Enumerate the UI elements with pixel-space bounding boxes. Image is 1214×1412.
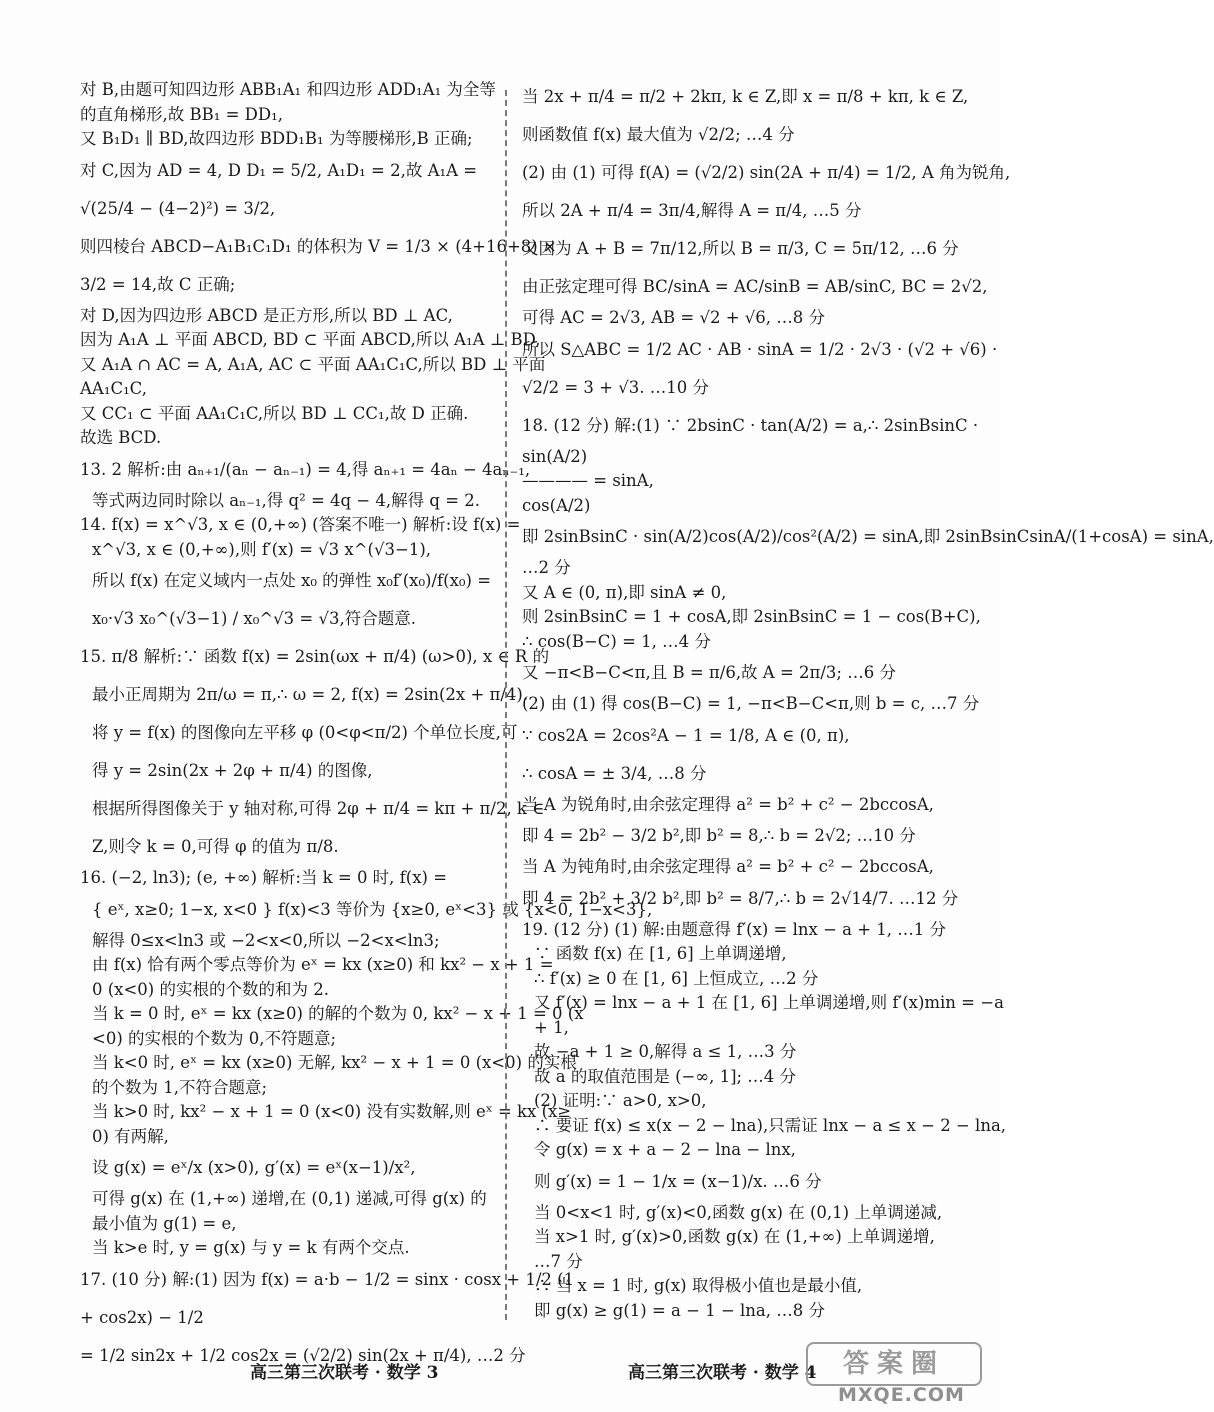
- text-line: 13. 2 解析:由 aₙ₊₁/(aₙ − aₙ₋₁) = 4,得 aₙ₊₁ = 4aₙ − 4aₙ₋₁,: [80, 459, 531, 479]
- text-line: 对 C,因为 AD = 4, D D₁ = 5/2, A₁D₁ = 2,故 A₁A =: [80, 160, 478, 180]
- text-line: + 1,: [534, 1017, 569, 1037]
- text-line: …2 分: [522, 558, 571, 577]
- page-footer-right: 高三第三次联考 · 数学 4: [628, 1363, 817, 1383]
- text-line: 将 y = f(x) 的图像向左平移 φ (0<φ<π/2) 个单位长度,可: [92, 723, 518, 742]
- right-column: [522, 78, 1214, 1323]
- text-line: 当 x>1 时, g′(x)>0,函数 g(x) 在 (1,+∞) 上单调递增,: [534, 1227, 935, 1246]
- text-line: 当 k = 0 时, eˣ = kx (x≥0) 的解的个数为 0, kx² − x + 1 = 0 (x: [92, 1004, 584, 1023]
- page-footer-left: 高三第三次联考 · 数学 3: [250, 1363, 439, 1383]
- text-line: Z,则令 k = 0,可得 φ 的值为 π/8.: [92, 837, 339, 856]
- text-line: 最小值为 g(1) = e,: [92, 1213, 237, 1233]
- text-line: 15. π/8 解析:∵ 函数 f(x) = 2sin(ωx + π/4) (ω>0), x ∈ R 的: [80, 647, 550, 666]
- text-line: 根据所得图像关于 y 轴对称,可得 2φ + π/4 = kπ + π/2, k ∈: [92, 799, 545, 818]
- text-line: 解得 0≤x<ln3 或 −2<x<0,所以 −2<x<ln3;: [92, 930, 440, 950]
- text-line: 即 2sinBsinC · sin(A/2)cos(A/2)/cos²(A/2) = sinA,即 2sinBsinCsinA/(1+cosA) = sinA,: [522, 527, 1214, 546]
- text-line: { eˣ, x≥0; 1−x, x<0 } f(x)<3 等价为 {x≥0, eˣ<3} 或 {x<0, 1−x<3},: [92, 899, 653, 919]
- watermark-badge: 答案圈: [806, 1342, 982, 1386]
- text-line: 最小正周期为 2π/ω = π,∴ ω = 2, f(x) = 2sin(2x + π/4).: [92, 685, 529, 704]
- text-line: …7 分: [534, 1251, 583, 1271]
- text-line: √2/2 = 3 + √3. …10 分: [522, 377, 709, 397]
- text-line: 又因为 A + B = 7π/12,所以 B = π/3, C = 5π/12, …6 分: [522, 239, 959, 258]
- text-line: 所以 S△ABC = 1/2 AC · AB · sinA = 1/2 · 2√3 · (√2 + √6) ·: [522, 339, 998, 359]
- text-line: 即 4 = 2b² − 3/2 b²,即 b² = 8,∴ b = 2√2; …10 分: [522, 826, 916, 845]
- text-line: (2) 由 (1) 可得 f(A) = (√2/2) sin(2A + π/4) = 1/2, A 角为锐角,: [522, 163, 1011, 182]
- text-line: ∴ f′(x) ≥ 0 在 [1, 6] 上恒成立, …2 分: [534, 968, 819, 988]
- text-line: 令 g(x) = x + a − 2 − lna − lnx,: [534, 1140, 796, 1159]
- text-line: 所以 f(x) 在定义域内一点处 x₀ 的弹性 x₀f′(x₀)/f(x₀) =: [92, 571, 492, 590]
- text-line: 所以 2A + π/4 = 3π/4,解得 A = π/4, …5 分: [522, 201, 862, 220]
- text-line: 由正弦定理可得 BC/sinA = AC/sinB = AB/sinC, BC = 2√2,: [522, 277, 988, 296]
- text-line: = 1/2 sin2x + 1/2 cos2x = (√2/2) sin(2x + π/4), …2 分: [80, 1345, 526, 1365]
- text-line: 又 A₁A ∩ AC = A, A₁A, AC ⊂ 平面 AA₁C₁C,所以 BD ⊥ 平面: [80, 354, 546, 374]
- text-line: 对 D,因为四边形 ABCD 是正方形,所以 BD ⊥ AC,: [80, 305, 453, 325]
- text-line: 可得 AC = 2√3, AB = √2 + √6, …8 分: [522, 308, 826, 327]
- text-line: ∴ cosA = ± 3/4, …8 分: [522, 763, 707, 783]
- text-line: 则 2sinBsinC = 1 + cosA,即 2sinBsinC = 1 − cos(B+C),: [522, 607, 981, 626]
- column-divider: [505, 90, 507, 1320]
- text-line: (2) 由 (1) 得 cos(B−C) = 1, −π<B−C<π,则 b = c, …7 分: [522, 694, 980, 713]
- text-line: 当 k>0 时, kx² − x + 1 = 0 (x<0) 没有实数解,则 eˣ = kx (x≥: [92, 1102, 572, 1121]
- text-line: 即 g(x) ≥ g(1) = a − 1 − lna, …8 分: [534, 1300, 825, 1320]
- text-line: 17. (10 分) 解:(1) 因为 f(x) = a·b − 1/2 = sinx · cosx + 1/2 (1: [80, 1269, 575, 1289]
- text-line: 可得 g(x) 在 (1,+∞) 递增,在 (0,1) 递减,可得 g(x) 的: [92, 1189, 487, 1208]
- text-line: 故 a 的取值范围是 (−∞, 1]; …4 分: [534, 1066, 797, 1086]
- watermark-site: MXQE.COM: [838, 1384, 965, 1406]
- text-line: 则四棱台 ABCD−A₁B₁C₁D₁ 的体积为 V = 1/3 × (4+16+8) ×: [80, 236, 557, 256]
- text-line: 对 B,由题可知四边形 ABB₁A₁ 和四边形 ADD₁A₁ 为全等: [80, 80, 496, 99]
- text-line: ∵ 函数 f(x) 在 [1, 6] 上单调递增,: [534, 944, 787, 963]
- text-line: 得 y = 2sin(2x + 2φ + π/4) 的图像,: [92, 761, 373, 780]
- text-line: 故选 BCD.: [80, 428, 162, 447]
- text-line: √(25/4 − (4−2)²) = 3/2,: [80, 198, 276, 218]
- text-line: 等式两边同时除以 aₙ₋₁,得 q² = 4q − 4,解得 q = 2.: [92, 490, 481, 510]
- text-line: 当 2x + π/4 = π/2 + 2kπ, k ∈ Z,即 x = π/8 + kπ, k ∈ Z,: [522, 87, 969, 106]
- text-line: cos(A/2): [522, 495, 591, 515]
- text-line: ∵ cos2A = 2cos²A − 1 = 1/8, A ∈ (0, π),: [522, 725, 850, 745]
- watermark-logo: [806, 1340, 996, 1406]
- text-line: 由 f(x) 恰有两个零点等价为 eˣ = kx (x≥0) 和 kx² − x + 1 =: [92, 955, 554, 974]
- text-line: ∴ 当 x = 1 时, g(x) 取得极小值也是最小值,: [534, 1276, 863, 1295]
- text-line: 0 (x<0) 的实根的个数的和为 2.: [92, 979, 329, 999]
- text-line: 即 4 = 2b² + 3/2 b²,即 b² = 8/7,∴ b = 2√14/7. …12 分: [522, 888, 959, 908]
- text-line: ∴ 要证 f(x) ≤ x(x − 2 − lna),只需证 lnx − a ≤ x − 2 − lna,: [534, 1115, 1007, 1135]
- text-line: 因为 A₁A ⊥ 平面 ABCD, BD ⊂ 平面 ABCD,所以 A₁A ⊥ BD,: [80, 330, 541, 349]
- text-line: 当 k<0 时, eˣ = kx (x≥0) 无解, kx² − x + 1 = 0 (x<0) 的实根: [92, 1053, 577, 1072]
- text-line: x₀·√3 x₀^(√3−1) / x₀^√3 = √3,符合题意.: [92, 609, 416, 628]
- text-line: <0) 的实根的个数为 0,不符题意;: [92, 1028, 337, 1048]
- text-line: 又 CC₁ ⊂ 平面 AA₁C₁C,所以 BD ⊥ CC₁,故 D 正确.: [80, 403, 469, 423]
- text-line: AA₁C₁C,: [80, 379, 147, 398]
- text-line: 又 f′(x) = lnx − a + 1 在 [1, 6] 上单调递增,则 f′(x)min = −a: [534, 993, 1004, 1012]
- text-line: 当 0<x<1 时, g′(x)<0,函数 g(x) 在 (0,1) 上单调递减,: [534, 1202, 943, 1222]
- text-line: (2) 证明:∵ a>0, x>0,: [534, 1091, 707, 1110]
- text-line: 故 −a + 1 ≥ 0,解得 a ≤ 1, …3 分: [534, 1042, 797, 1061]
- text-line: 18. (12 分) 解:(1) ∵ 2bsinC · tan(A/2) = a,∴ 2sinBsinC ·: [522, 415, 979, 435]
- text-line: 当 A 为钝角时,由余弦定理得 a² = b² + c² − 2bccosA,: [522, 857, 934, 876]
- text-line: + cos2x) − 1/2: [80, 1307, 204, 1327]
- text-line: 设 g(x) = eˣ/x (x>0), g′(x) = eˣ(x−1)/x²,: [92, 1158, 416, 1177]
- text-line: ———— = sinA,: [522, 471, 654, 490]
- text-line: 16. (−2, ln3); (e, +∞) 解析:当 k = 0 时, f(x) =: [80, 868, 448, 887]
- text-line: 又 B₁D₁ ∥ BD,故四边形 BDD₁B₁ 为等腰梯形,B 正确;: [80, 129, 473, 148]
- text-line: sin(A/2): [522, 446, 588, 466]
- text-line: 则 g′(x) = 1 − 1/x = (x−1)/x. …6 分: [534, 1171, 822, 1191]
- text-line: 3/2 = 14,故 C 正确;: [80, 274, 236, 294]
- text-line: 则函数值 f(x) 最大值为 √2/2; …4 分: [522, 125, 795, 144]
- text-line: 当 k>e 时, y = g(x) 与 y = k 有两个交点.: [92, 1238, 410, 1257]
- text-line: 又 A ∈ (0, π),即 sinA ≠ 0,: [522, 582, 727, 602]
- text-line: 14. f(x) = x^√3, x ∈ (0,+∞) (答案不唯一) 解析:设 f(x) =: [80, 515, 521, 534]
- text-line: ∴ cos(B−C) = 1, …4 分: [522, 631, 711, 651]
- text-line: x^√3, x ∈ (0,+∞),则 f′(x) = √3 x^(√3−1),: [92, 539, 432, 559]
- text-line: 当 A 为锐角时,由余弦定理得 a² = b² + c² − 2bccosA,: [522, 794, 934, 814]
- text-line: 0) 有两解,: [92, 1126, 169, 1146]
- text-line: 的个数为 1,不符合题意;: [92, 1077, 268, 1097]
- text-line: 又 −π<B−C<π,且 B = π/6,故 A = 2π/3; …6 分: [522, 663, 896, 682]
- text-line: 的直角梯形,故 BB₁ = DD₁,: [80, 104, 283, 124]
- text-line: 19. (12 分) (1) 解:由题意得 f′(x) = lnx − a + 1, …1 分: [522, 919, 947, 939]
